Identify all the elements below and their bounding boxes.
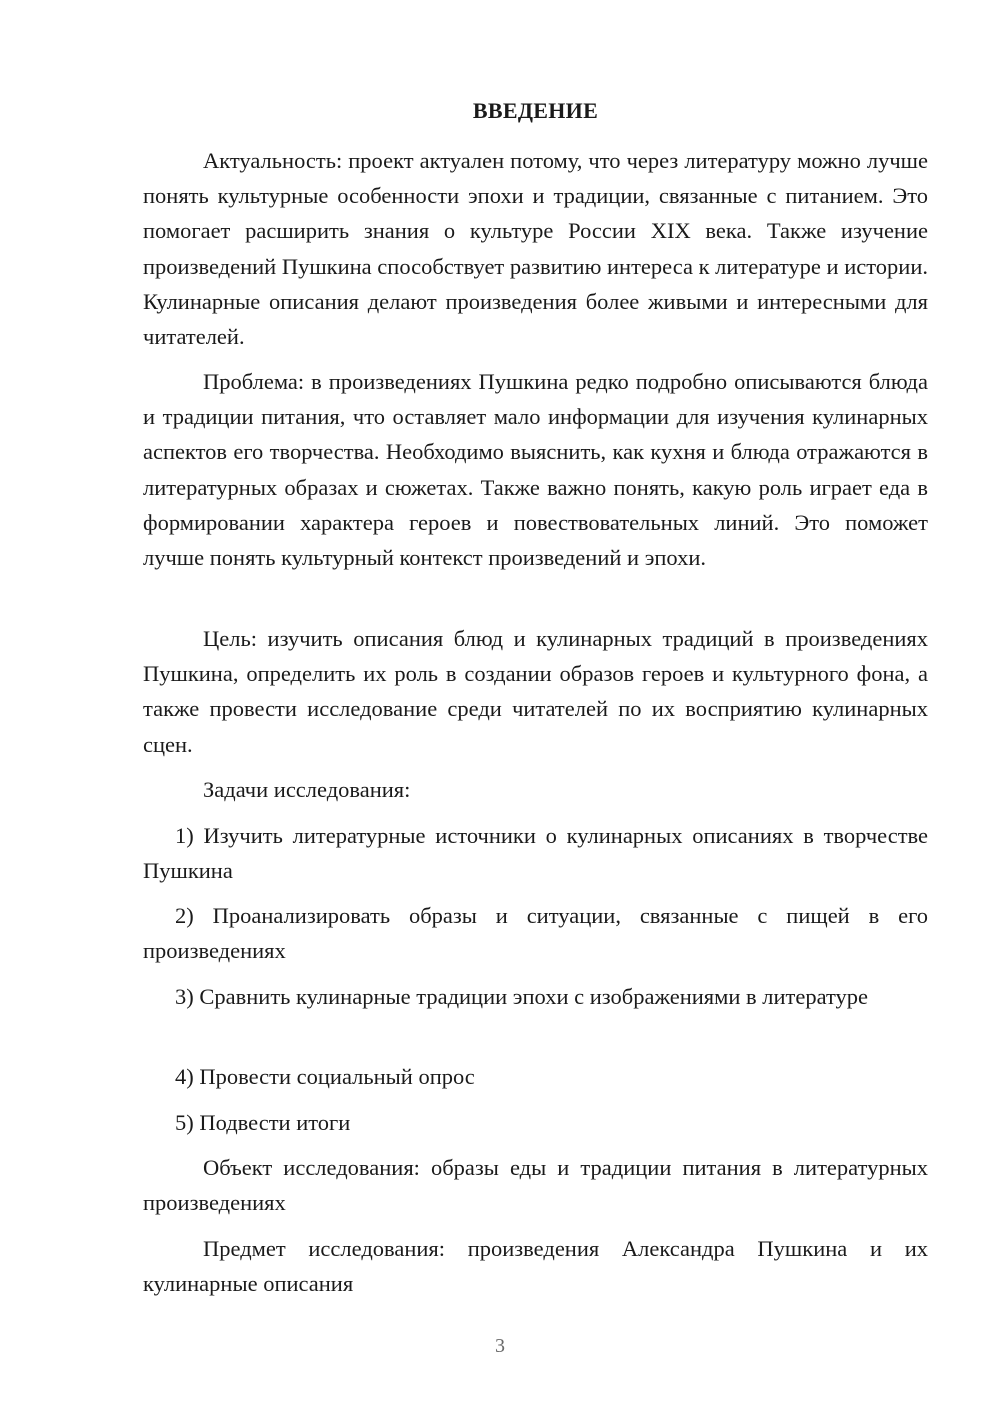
subject-paragraph: Предмет исследования: произведения Александра Пушкина и их кулинарные описания (143, 1236, 928, 1297)
object-paragraph: Объект исследования: образы еды и традиции питания в литературных произведениях (143, 1155, 928, 1216)
goal-paragraph: Цель: изучить описания блюд и кулинарных традиций в произведениях Пушкина, определить их роль в создании образов героев и культурного фона, а также провести исследование среди читателей по их восприятию кулинарных сцен. (143, 626, 928, 757)
task-item: 1) Изучить литературные источники о кулинарных описаниях в творчестве Пушкина (143, 823, 928, 884)
task-item: 4) Провести социальный опрос (175, 1064, 475, 1089)
relevance-paragraph: Актуальность: проект актуален потому, что через литературу можно лучше понять культурные особенности эпохи и традиции, связанные с питанием. Это помогает расширить знания о культуре России XIX века. Также изучение произведений Пушкина способствует развитию интереса к литературе и истории. Кулинарные описания делают произведения более живыми и интересными для читателей. (143, 148, 928, 350)
tasks-heading: Задачи исследования: (203, 777, 411, 802)
problem-paragraph: Проблема: в произведениях Пушкина редко подробно описываются блюда и традиции питания, что оставляет мало информации для изучения кулинарных аспектов его творчества. Необходимо выяснить, как кухня и блюда отражаются в литературных образах и сюжетах. Также важно понять, какую роль играет еда в формировании характера героев и повествовательных линий. Это поможет лучше понять культурный контекст произведений и эпохи. (143, 369, 928, 571)
page-number: 3 (495, 1335, 505, 1357)
task-item: 2) Проанализировать образы и ситуации, связанные с пищей в его произведениях (143, 903, 928, 964)
page-title: ВВЕДЕНИЕ (472, 98, 599, 123)
task-item: 5) Подвести итоги (175, 1110, 351, 1135)
task-item: 3) Сравнить кулинарные традиции эпохи с изображениями в литературе (175, 984, 869, 1009)
